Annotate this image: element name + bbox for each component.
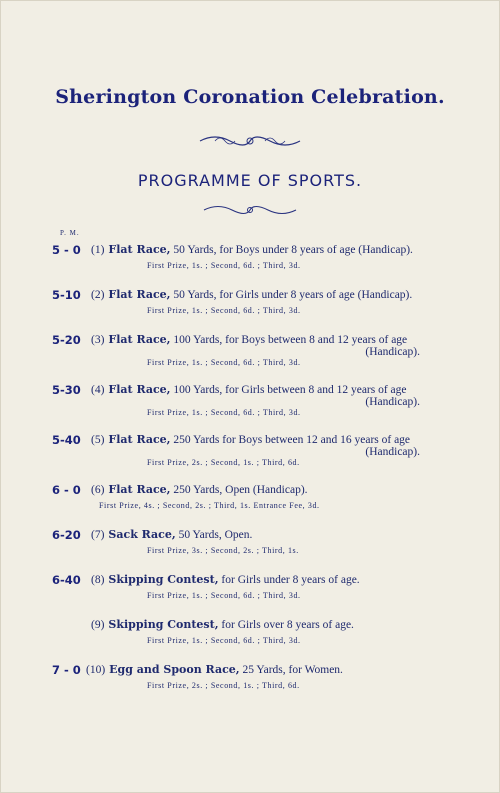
event-description: 25 Yards, for Women. — [239, 664, 343, 676]
event-line — [91, 618, 354, 631]
event-prizes: First Prize, 1s. ; Second, 6d. ; Third, 3d. — [147, 261, 301, 270]
event-description: 250 Yards for Boys between 12 and 16 years of age — [170, 434, 411, 446]
event-name: Sack Race, — [108, 528, 176, 541]
event-prizes: First Prize, 1s. ; Second, 6d. ; Third, 3d. — [147, 358, 301, 367]
event-description: 100 Yards, for Boys between 8 and 12 years of age — [170, 334, 408, 346]
event-description: 50 Yards, Open. — [175, 529, 253, 541]
event-number: (10) — [86, 664, 106, 676]
event-prizes: First Prize, 1s. ; Second, 6d. ; Third, 3d. — [147, 408, 301, 417]
event-description: 50 Yards, for Girls under 8 years of age (Handicap). — [170, 289, 413, 301]
event-number: (4) — [91, 384, 105, 396]
event-line — [91, 433, 410, 446]
pm-label: P. M. — [60, 229, 80, 237]
event-number: (5) — [91, 434, 105, 446]
event-number: (2) — [91, 289, 105, 301]
page-subtitle: PROGRAMME OF SPORTS. — [137, 171, 363, 190]
event-number: (1) — [91, 244, 105, 256]
event-time: 6-40 — [52, 573, 81, 587]
event-prizes: First Prize, 1s. ; Second, 6d. ; Third, 3d. — [147, 591, 301, 600]
event-time: 5-30 — [52, 383, 81, 397]
event-description: for Girls over 8 years of age. — [218, 619, 354, 631]
event-time: 6 - 0 — [52, 483, 81, 497]
event-number: (7) — [91, 529, 105, 541]
event-name: Skipping Contest, — [108, 573, 219, 586]
event-line — [91, 333, 407, 346]
event-prizes: First Prize, 3s. ; Second, 2s. ; Third, 1s. — [147, 546, 299, 555]
event-time: 5-10 — [52, 288, 81, 302]
event-prizes: First Prize, 2s. ; Second, 1s. ; Third, 6d. — [147, 458, 300, 467]
page-title: Sherington Coronation Celebration. — [55, 86, 445, 108]
event-name: Egg and Spoon Race, — [109, 663, 240, 676]
event-prizes: First Prize, 2s. ; Second, 1s. ; Third, 6d. — [147, 681, 300, 690]
event-time: 7 - 0 — [52, 663, 81, 677]
event-prizes: First Prize, 4s. ; Second, 2s. ; Third, 1s. Entrance Fee, 3d. — [99, 501, 320, 510]
event-line — [91, 288, 412, 301]
event-time: 6-20 — [52, 528, 81, 542]
event-prizes: First Prize, 1s. ; Second, 6d. ; Third, 3d. — [147, 636, 301, 645]
event-description-continued: (Handicap). — [365, 346, 420, 358]
event-line — [91, 483, 308, 496]
event-time: 5-40 — [52, 433, 81, 447]
event-description-continued: (Handicap). — [365, 446, 420, 458]
ornament-divider-top — [195, 133, 305, 149]
event-description: 50 Yards, for Boys under 8 years of age (Handicap). — [170, 244, 413, 256]
ornament-divider-bottom — [200, 203, 300, 217]
event-line — [91, 243, 413, 256]
event-description-continued: (Handicap). — [365, 396, 420, 408]
event-number: (3) — [91, 334, 105, 346]
event-line — [91, 528, 252, 541]
event-name: Flat Race, — [108, 433, 171, 446]
event-name: Flat Race, — [108, 333, 171, 346]
event-line — [86, 663, 343, 676]
event-name: Flat Race, — [108, 288, 171, 301]
event-name: Flat Race, — [108, 483, 171, 496]
event-time: 5 - 0 — [52, 243, 81, 257]
event-number: (8) — [91, 574, 105, 586]
event-number: (9) — [91, 619, 105, 631]
event-number: (6) — [91, 484, 105, 496]
event-prizes: First Prize, 1s. ; Second, 6d. ; Third, 3d. — [147, 306, 301, 315]
event-name: Skipping Contest, — [108, 618, 219, 631]
event-description: for Girls under 8 years of age. — [218, 574, 360, 586]
event-name: Flat Race, — [108, 383, 171, 396]
event-line — [91, 573, 360, 586]
event-line — [91, 383, 407, 396]
event-time: 5-20 — [52, 333, 81, 347]
event-description: 250 Yards, Open (Handicap). — [170, 484, 308, 496]
event-name: Flat Race, — [108, 243, 171, 256]
event-description: 100 Yards, for Girls between 8 and 12 years of age — [170, 384, 407, 396]
